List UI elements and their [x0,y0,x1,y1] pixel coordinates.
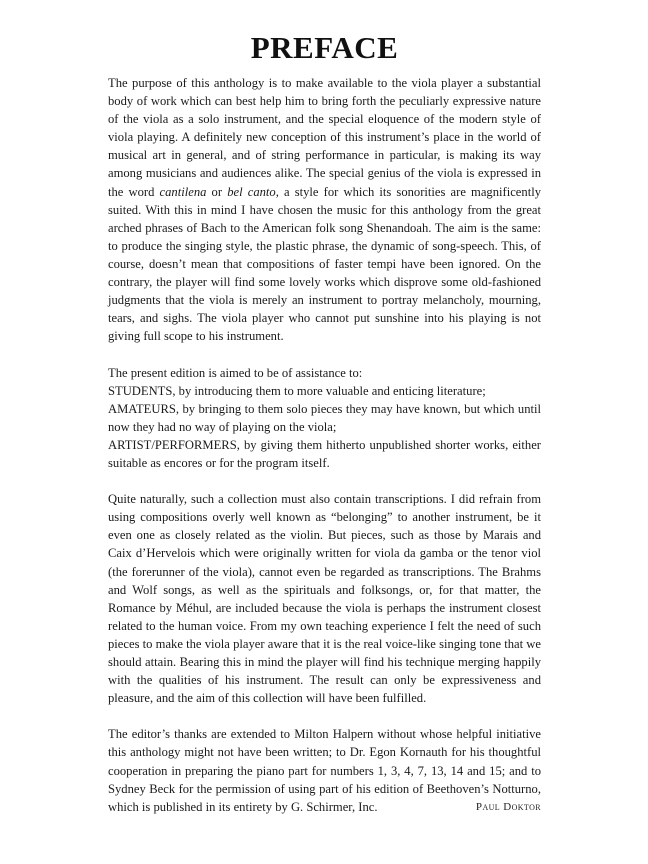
paragraph-acknowledgements: The editor’s thanks are extended to Milton Halpern without whose helpful initiative this anthology might not have been written; to Dr. Egon Kornauth for his thoughtful cooperation in preparing the piano part for numbers 1, 3, 4, 7, 13, 14 and 15; and to Sydney Beck for the permission of using part of his edition of Beethoven’s Notturno, which is published in its entirety by G. Schirmer, Inc. [108,727,541,814]
audience-list-intro: The present edition is aimed to be of assistance to: [108,365,363,380]
italic-term-bel-canto: bel canto [227,184,276,199]
preface-page [108,28,541,834]
audience-item-performers: ARTIST/PERFORMERS, by giving them hitherto unpublished shorter works, either suitable as encores or for the program itself. [108,437,541,470]
audience-item-students: STUDENTS, by introducing them to more valuable and enticing literature; [108,383,486,398]
page-title: PREFACE [250,30,399,65]
author-signature: Paul Doktor [475,801,541,813]
paragraph-text: , a style for which its sonorities are magnificently suited. With this in mind I have chosen the music for this anthology from the great arched phrases of Bach to the American folk song Shenandoah. The aim is the same: to produce the singing style, the plastic phrase, the dynamic of song-speech. This, of course, doesn’t mean that compositions of faster tempi have been ignored. On the contrary, the player will find some lovely works which disprove some old-fashioned judgments that the viola is merely an instrument to portray melancholy, mourning, tears, and sighs. The viola player who cannot put sunshine into his playing is not giving full scope to his instrument. [108,184,541,344]
audience-item-amateurs: AMATEURS, by bringing to them solo pieces they may have known, but which until now they had no way of playing on the viola; [108,401,541,434]
paragraph-transcriptions: Quite naturally, such a collection must also contain transcriptions. I did refrain from using compositions overly well known as “belonging” to another instrument, be it even one as closely related as the violin. But pieces, such as those by Marais and Caix d’Hervelois which were originally written for viola da gamba or the tenor viol (the forerunner of the viola), cannot even be regarded as transcriptions. The Brahms and Wolf songs, as well as the spirituals and folksongs, or, for that matter, the Romance by Méhul, are included because the viola is perhaps the instrument closest related to the human voice. From my own teaching experience I felt the need of such pieces to make the viola player aware that it is the real voice-like singing tone that we should attain. Bearing this in mind the player will find his technique merging happily with the qualities of his instrument. The result can only be expressiveness and pleasure, and the aim of this collection will have been fulfilled. [108,492,541,706]
paragraph-text: The purpose of this anthology is to make available to the viola player a substantial body of work which can best help him to bring forth the peculiarly expressive nature of the viola as a solo instrument, and the special eloquence of the modern style of viola playing. A definitely new conception of this instrument’s place in the world of musical art in general, and of string performance in particular, is making its way among musicians and audiences alike. The special genius of the viola is expressed in the word [108,76,541,199]
paragraph-purpose [108,74,541,345]
italic-term-cantilena: cantilena [159,184,207,199]
paragraph-text: or [206,184,228,199]
audience-list [108,364,541,473]
